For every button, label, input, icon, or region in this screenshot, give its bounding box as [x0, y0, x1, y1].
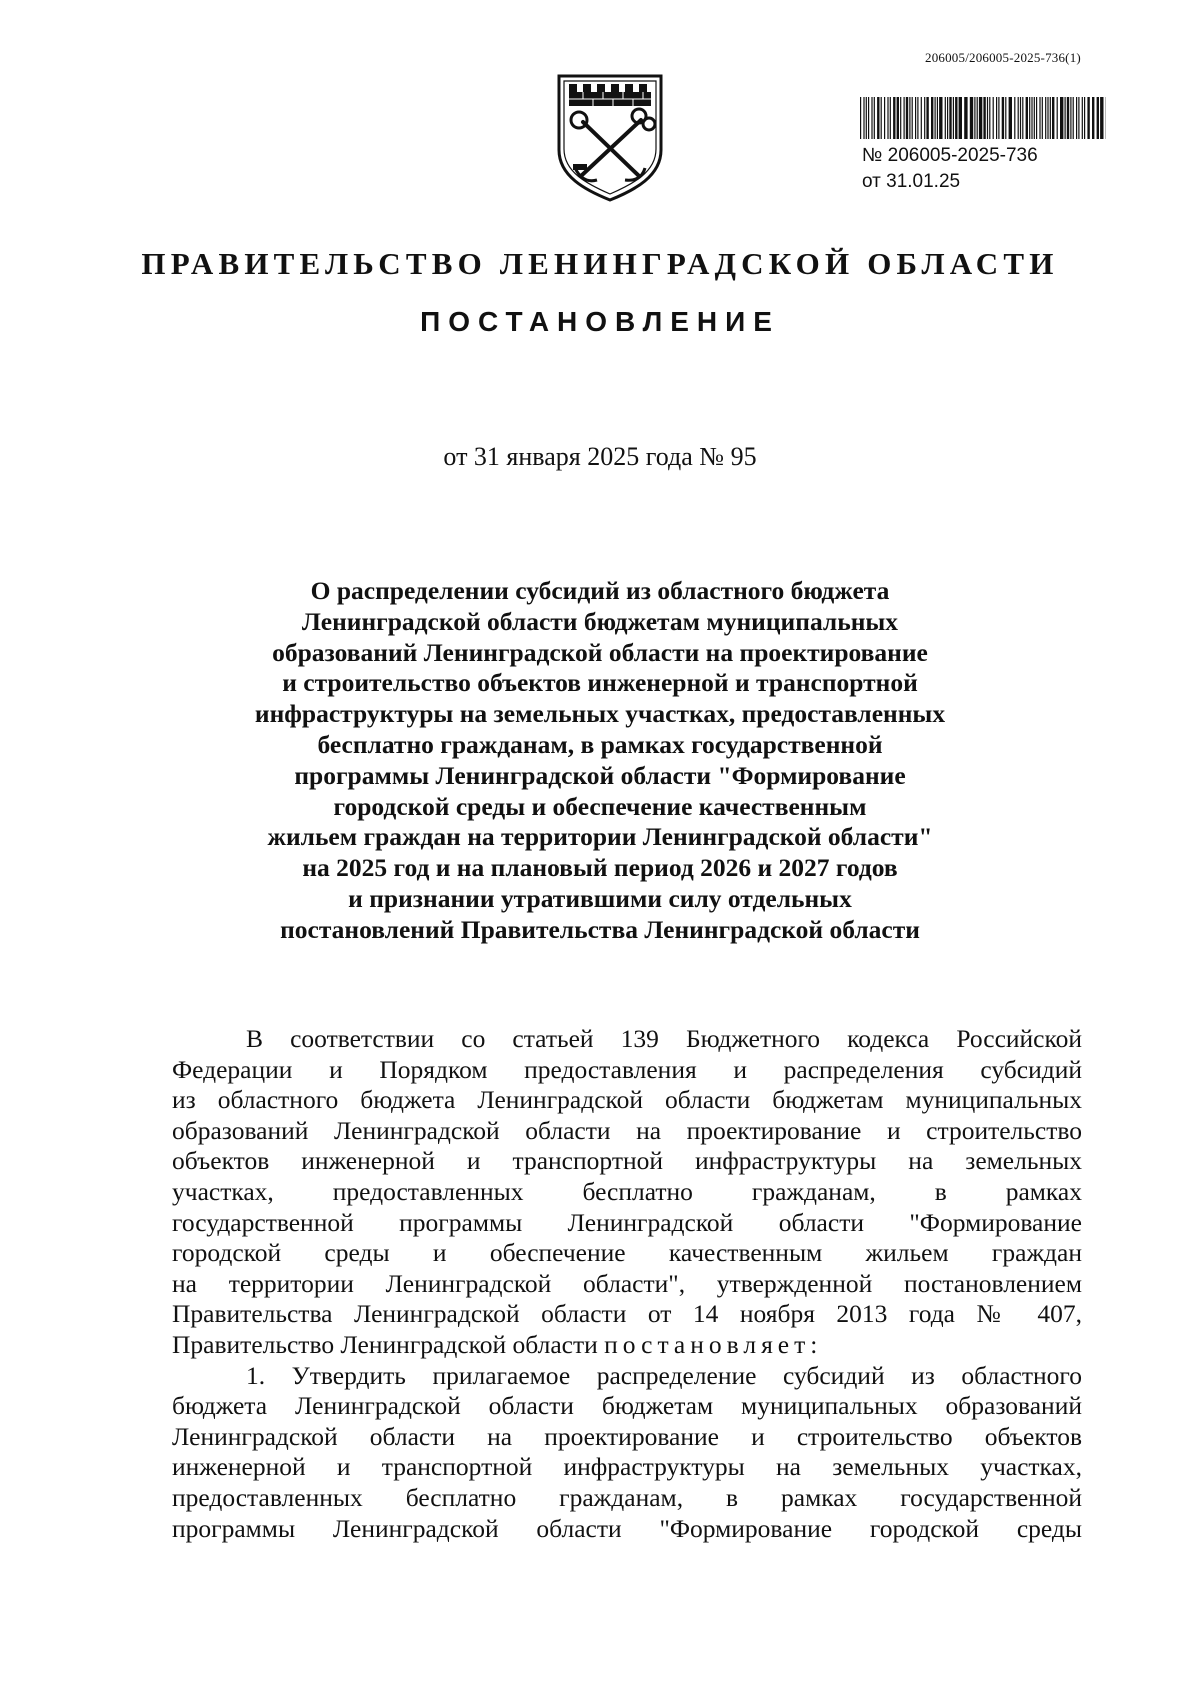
text-line: бюджета Ленинградской области бюджетам муниципальных образований [172, 1391, 1082, 1421]
text-line: инженерной и транспортной инфраструктуры на земельных участках, [172, 1452, 1082, 1482]
barcode-bar [1036, 97, 1037, 139]
barcode-bar [931, 97, 933, 139]
barcode-bar [1034, 97, 1035, 139]
text-line: Правительства Ленинградской области от 14 ноября 2013 года № 407, [172, 1299, 1082, 1329]
barcode-bar [1031, 97, 1032, 139]
text-line: участках, предоставленных бесплатно гражданам, в рамках [172, 1176, 1082, 1206]
barcode-bar [871, 97, 872, 139]
barcode-bar [945, 97, 946, 139]
barcode-bar [939, 97, 942, 139]
barcode-bar [877, 97, 879, 139]
barcode-bar [1018, 97, 1019, 139]
barcode-bar [924, 97, 925, 139]
title-line: инфраструктуры на земельных участках, предоставленных [254, 699, 946, 729]
barcode-bar [881, 97, 882, 139]
barcode-bar [1005, 97, 1006, 139]
barcode-bar [921, 97, 922, 139]
barcode-bar [959, 97, 962, 139]
barcode-bar [955, 97, 957, 139]
text-line: на территории Ленинградской области", утвержденной постановлением [172, 1268, 1082, 1298]
barcode-bar [998, 97, 999, 139]
barcode-bar [1097, 97, 1099, 139]
barcode-bar [953, 97, 954, 139]
text-line: В соответствии со статьей 139 Бюджетного кодекса Российской [246, 1024, 1082, 1053]
barcode-bar [1014, 97, 1015, 139]
barcode-bar [866, 97, 867, 139]
barcode-bar [897, 97, 899, 139]
barcode-bar [860, 97, 861, 139]
barcode-bar [1065, 97, 1066, 139]
barcode-bar [1070, 97, 1071, 139]
title-line: и признании утратившими силу отдельных [348, 883, 852, 913]
item-1-paragraph [172, 1361, 1082, 1545]
barcode-bar [1082, 97, 1083, 139]
text-line: предоставленных бесплатно гражданам, в рамках государственной [172, 1482, 1082, 1512]
barcode-bar [1029, 97, 1030, 139]
barcode-bar [1078, 97, 1079, 139]
title-line: образований Ленинградской области на проектирование [272, 637, 928, 667]
registration-date: от 31.01.25 [862, 171, 961, 192]
text-line [172, 1330, 1082, 1361]
barcode-bar [1045, 97, 1046, 139]
barcode-bar [863, 97, 864, 139]
title-line: городской среды и обеспечение качественным [333, 791, 867, 821]
barcode-bar [1076, 97, 1077, 139]
barcode-bar [900, 97, 901, 139]
barcode-bar [1039, 97, 1040, 139]
text-line: объектов инженерной и транспортной инфраструктуры на земельных [172, 1146, 1082, 1176]
barcode-bar [987, 97, 988, 139]
barcode-bar [1050, 97, 1051, 139]
title-line: на 2025 год и на плановый период 2026 и 2027 годов [302, 853, 898, 883]
barcode-bar [1060, 97, 1063, 139]
barcode-bar [884, 97, 885, 139]
barcode-bar [1092, 97, 1094, 139]
barcode-bar [1067, 97, 1069, 139]
barcode-bar [1022, 97, 1023, 139]
decree-word: постановляет: [604, 1329, 823, 1359]
barcode-bar [1084, 97, 1085, 139]
text-line: образований Ленинградской области на проектирование и строительство [172, 1115, 1082, 1145]
barcode-bar [1026, 97, 1028, 139]
barcode-bar [868, 97, 869, 139]
barcode-bar [1052, 97, 1054, 139]
barcode-bar [926, 97, 928, 139]
barcode-bar [993, 97, 994, 139]
coat-of-arms-icon [553, 72, 667, 204]
document-title [180, 576, 1020, 946]
text-line: из областного бюджета Ленинградской области бюджетам муниципальных [172, 1085, 1082, 1115]
document-type: ПОСТАНОВЛЕНИЕ [420, 306, 780, 337]
barcode-bar [996, 97, 997, 139]
barcode-bar [977, 97, 978, 139]
document-id: 206005/206005-2025-736(1) [925, 50, 1081, 65]
barcode-bar [1073, 97, 1074, 139]
barcode-bar [1002, 97, 1004, 139]
barcode-bar [983, 97, 985, 139]
barcode-bar [887, 97, 888, 139]
text-line: государственной программы Ленинградской области "Формирование [172, 1207, 1082, 1237]
barcode-bar [964, 97, 967, 139]
barcode-bar [917, 97, 918, 139]
barcode-bar [949, 97, 951, 139]
barcode-bar [915, 97, 916, 139]
barcode-bar [979, 97, 982, 139]
text-line: Ленинградской области на проектирование и строительство объектов [172, 1421, 1082, 1451]
barcode-bar [935, 97, 936, 139]
barcode-bar [906, 97, 908, 139]
preamble-paragraph [172, 1024, 1082, 1361]
barcode-bar [1057, 97, 1058, 139]
title-line: программы Ленинградской области "Формирование [294, 760, 906, 790]
barcode-bar [1100, 97, 1103, 139]
text-line: программы Ленинградской области "Формирование городской среды [172, 1513, 1082, 1543]
barcode-bar [947, 97, 948, 139]
document-date-number: от 31 января 2025 года № 95 [443, 442, 757, 471]
barcode-bar [909, 97, 910, 139]
text-line: Федерации и Порядком предоставления и распределения субсидий [172, 1054, 1082, 1084]
title-line: и строительство объектов инженерной и транспортной [282, 668, 918, 698]
barcode-bar [1087, 97, 1089, 139]
barcode-bar [1042, 97, 1043, 139]
barcode-bar [974, 97, 975, 139]
barcode-bar [893, 97, 895, 139]
barcode-bar [937, 97, 938, 139]
barcode-bar [874, 97, 875, 139]
barcode-bar [970, 97, 973, 139]
document-body [172, 1024, 1082, 1544]
barcode-bar [1009, 97, 1012, 139]
barcode-bar [989, 97, 990, 139]
title-line: О распределении субсидий из областного бюджета [310, 576, 890, 605]
registration-number: № 206005-2025-736 [862, 145, 1038, 166]
barcode-bar [904, 97, 905, 139]
text-line: 1. Утвердить прилагаемое распределение субсидий из областного [246, 1360, 1082, 1390]
barcode-bar [1047, 97, 1048, 139]
text-span: Правительство Ленинградской области [172, 1329, 605, 1359]
authority-name: ПРАВИТЕЛЬСТВО ЛЕНИНГРАДСКОЙ ОБЛАСТИ [141, 246, 1059, 281]
barcode [860, 97, 1106, 139]
barcode-bar [890, 97, 891, 139]
title-line: жильем граждан на территории Ленинградской области" [267, 822, 933, 852]
barcode-bar [1020, 97, 1021, 139]
title-line: бесплатно гражданам, в рамках государственной [317, 729, 883, 759]
title-line: постановлений Правительства Ленинградской области [280, 914, 920, 944]
barcode-bar [912, 97, 913, 139]
title-line: Ленинградской области бюджетам муниципальных [301, 606, 899, 636]
text-line: городской среды и обеспечение качественным жильем граждан [172, 1238, 1082, 1268]
